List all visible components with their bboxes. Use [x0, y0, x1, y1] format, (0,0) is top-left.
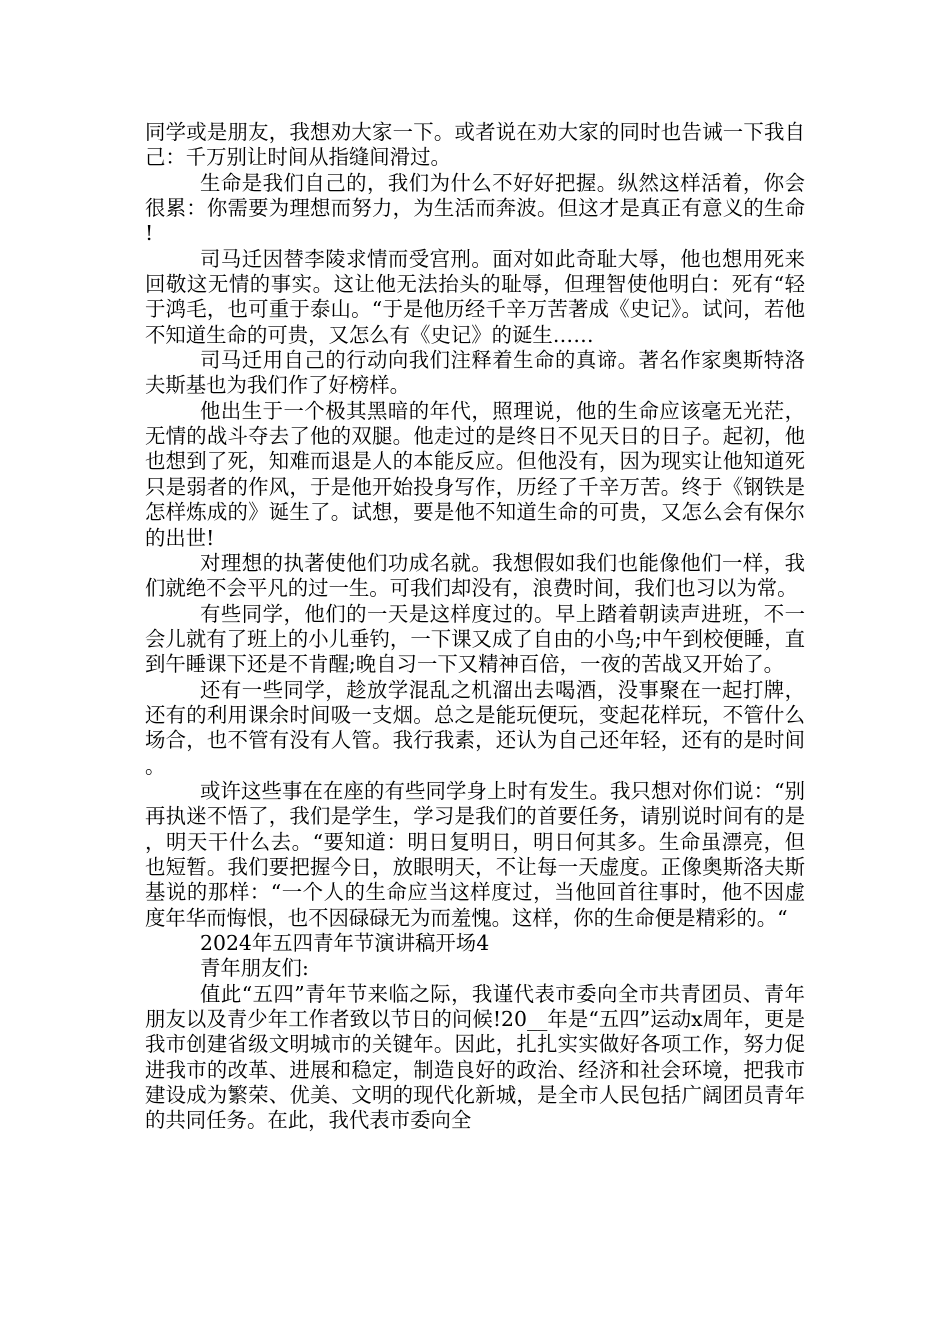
paragraph-1: 同学或是朋友，我想劝大家一下。或者说在劝大家的同时也告诫一下我自己：千万别让时间从指缝间滑过。: [145, 120, 805, 170]
paragraph-8: 还有一些同学，趁放学混乱之机溜出去喝酒，没事聚在一起打牌，还有的利用课余时间吸一支烟。总之是能玩便玩，变起花样玩，不管什么场合，也不管有没有人管。我行我素，还认为自己还年轻，还有的是时间。: [145, 677, 805, 778]
paragraph-3: 司马迁因替李陵求情而受宫刑。面对如此奇耻大辱，他也想用死来回敬这无情的事实。这让他无法抬头的耻辱，但理智使他明白：死有“轻于鸿毛，也可重于泰山。“于是他历经千辛万苦著成《史记》。试问，若他不知道生命的可贵，又怎么有《史记》的诞生……: [145, 246, 805, 347]
paragraph-5: 他出生于一个极其黑暗的年代，照理说，他的生命应该毫无光茫，无情的战斗夺去了他的双腿。他走过的是终日不见天日的日子。起初，他也想到了死，知难而退是人的本能反应。但他没有，因为现实让他知道死只是弱者的作风，于是他开始投身写作，历经了千辛万苦。终于《钢铁是怎样炼成的》诞生了。试想，要是他不知道生命的可贵，又怎么会有保尔的出世!: [145, 398, 805, 550]
paragraph-2: 生命是我们自己的，我们为什么不好好把握。纵然这样活着，你会很累：你需要为理想而努力，为生活而奔波。但这才是真正有意义的生命!: [145, 170, 805, 246]
paragraph-6: 对理想的执著使他们功成名就。我想假如我们也能像他们一样，我们就绝不会平凡的过一生。可我们却没有，浪费时间，我们也习以为常。: [145, 550, 805, 601]
paragraph-9: 或许这些事在在座的有些同学身上时有发生。我只想对你们说：“别再执迷不悟了，我们是学生，学习是我们的首要任务，请别说时间有的是，明天干什么去。“要知道：明日复明日，明日何其多。生命虽漂亮，但也短暂。我们要把握今日，放眼明天，不让每一天虚度。正像奥斯洛夫斯基说的那样：“一个人的生命应当这样度过，当他回首往事时，他不因虚度年华而悔恨，也不因碌碌无为而羞愧。这样，你的生命便是精彩的。“: [145, 778, 805, 930]
paragraph-7: 有些同学，他们的一天是这样度过的。早上踏着朝读声进班，不一会儿就有了班上的小儿垂钓，一下课又成了自由的小鸟;中午到校便睡，直到午睡课下还是不肯醒;晚自习一下又精神百倍，一夜的苦战又开始了。: [145, 601, 805, 677]
paragraph-12: 值此“五四”青年节来临之际，我谨代表市委向全市共青团员、青年朋友以及青少年工作者致以节日的问候!20__年是“五四”运动x周年，更是我市创建省级文明城市的关键年。因此，扎扎实实做好各项工作，努力促进我市的改革、进展和稳定，制造良好的政治、经济和社会环境，把我市建设成为繁荣、优美、文明的现代化新城，是全市人民包括广阔团员青年的共同任务。在此，我代表市委向全: [145, 981, 805, 1133]
section-heading: 2024年五四青年节演讲稿开场4: [200, 931, 490, 955]
paragraph-4: 司马迁用自己的行动向我们注释着生命的真谛。著名作家奥斯特洛夫斯基也为我们作了好榜样。: [145, 348, 805, 398]
salutation: 青年朋友们:: [200, 956, 309, 981]
document-page: [145, 120, 805, 1134]
